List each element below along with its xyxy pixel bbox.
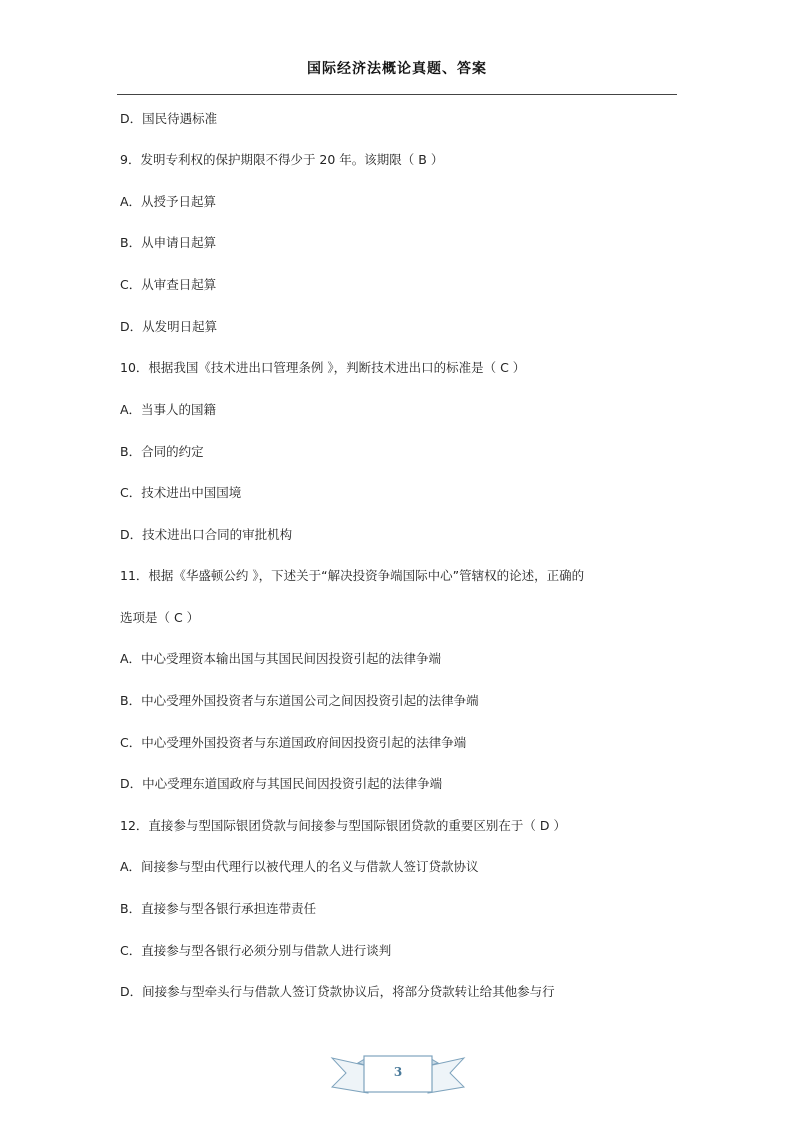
- text-line: D．中心受理东道国政府与其国民间因投资引起的法律争端: [120, 776, 443, 791]
- text-line: D．从发明日起算: [120, 319, 218, 334]
- header-divider: [117, 94, 677, 95]
- text-line: D．技术进出口合同的审批机构: [120, 527, 293, 542]
- header-title: 国际经济法概论真题、答案: [307, 61, 487, 77]
- question-9: 9．发明专利权的保护期限不得少于 20 年。该期限（ B ）: [120, 152, 444, 167]
- text-line: D．间接参与型牵头行与借款人签订贷款协议后，将部分贷款转让给其他参与行: [120, 984, 555, 999]
- text-line: A．从授予日起算: [120, 194, 217, 209]
- text-line: B．从申请日起算: [120, 235, 217, 250]
- text-line: A．间接参与型由代理行以被代理人的名义与借款人签订贷款协议: [120, 859, 479, 874]
- text-line: B．合同的约定: [120, 444, 204, 459]
- text-line: 选项是（ C ）: [120, 610, 200, 625]
- text-line: A．当事人的国籍: [120, 402, 217, 417]
- text-line: B．直接参与型各银行承担连带责任: [120, 901, 317, 916]
- question-10: 10．根据我国《技术进出口管理条例 》，判断技术进出口的标准是（ C ）: [120, 360, 526, 375]
- text-line: C．直接参与型各银行必须分别与借款人进行谈判: [120, 943, 392, 958]
- question-11: 11．根据《华盛顿公约 》，下述关于“解决投资争端国际中心”管辖权的论述，正确的: [120, 568, 585, 583]
- text-line: A．中心受理资本输出国与其国民间因投资引起的法律争端: [120, 651, 442, 666]
- text-line: C．技术进出中国国境: [120, 485, 242, 500]
- text-line: C．中心受理外国投资者与东道国政府间因投资引起的法律争端: [120, 735, 467, 750]
- text-line: C．从审查日起算: [120, 277, 217, 292]
- question-12: 12．直接参与型国际银团贷款与间接参与型国际银团贷款的重要区别在于（ D ）: [120, 818, 566, 833]
- page-number: 3: [393, 1065, 403, 1079]
- text-line: B．中心受理外国投资者与东道国公司之间因投资引起的法律争端: [120, 693, 479, 708]
- text-line: D．国民待遇标准: [120, 111, 218, 126]
